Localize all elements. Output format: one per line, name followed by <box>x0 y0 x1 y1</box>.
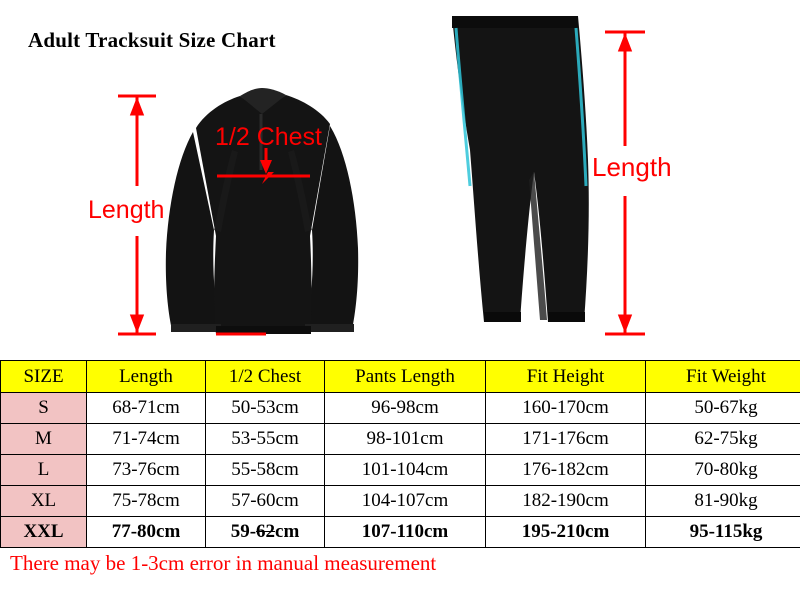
half-chest-struck: 62 <box>256 521 276 542</box>
cell-size: XXL <box>1 517 87 548</box>
table-row <box>1 455 800 486</box>
table-row <box>1 486 800 517</box>
cell-pants-length: 98-101cm <box>325 424 486 455</box>
cell-fit-height: 182-190cm <box>486 486 646 517</box>
cell-length: 73-76cm <box>87 455 206 486</box>
half-chest-unit: cm <box>275 521 300 542</box>
header-pants-length: Pants Length <box>325 361 486 393</box>
header-length: Length <box>87 361 206 393</box>
cell-size: XL <box>1 486 87 517</box>
half-chest-prefix: 59- <box>230 521 257 542</box>
cell-half-chest: 55-58cm <box>206 455 325 486</box>
header-size: SIZE <box>1 361 87 393</box>
cell-fit-height: 171-176cm <box>486 424 646 455</box>
cell-half-chest: 53-55cm <box>206 424 325 455</box>
cell-pants-length: 96-98cm <box>325 393 486 424</box>
table-row <box>1 424 800 455</box>
cell-size: S <box>1 393 87 424</box>
cell-fit-height: 160-170cm <box>486 393 646 424</box>
header-fit-weight: Fit Weight <box>646 361 800 393</box>
cell-fit-weight: 81-90kg <box>646 486 800 517</box>
cell-length: 71-74cm <box>87 424 206 455</box>
page-title: Adult Tracksuit Size Chart <box>28 28 276 52</box>
table-row <box>1 517 800 548</box>
cell-fit-weight: 62-75kg <box>646 424 800 455</box>
pants-graphic <box>452 16 589 322</box>
table-row <box>1 393 800 424</box>
cell-fit-weight: 95-115kg <box>646 517 800 548</box>
cell-fit-weight: 70-80kg <box>646 455 800 486</box>
cell-half-chest: 50-53cm <box>206 393 325 424</box>
cell-length: 77-80cm <box>87 517 206 548</box>
header-fit-height: Fit Height <box>486 361 646 393</box>
header-half-chest: 1/2 Chest <box>206 361 325 393</box>
cell-length: 75-78cm <box>87 486 206 517</box>
table-header-row <box>1 361 800 393</box>
cell-size: M <box>1 424 87 455</box>
cell-pants-length: 107-110cm <box>325 517 486 548</box>
label-length-jacket: Length <box>88 196 165 224</box>
measurement-note: There may be 1-3cm error in manual measurement <box>10 551 437 575</box>
cell-pants-length: 104-107cm <box>325 486 486 517</box>
cell-fit-height: 176-182cm <box>486 455 646 486</box>
cell-half-chest: 57-60cm <box>206 486 325 517</box>
cell-fit-weight: 50-67kg <box>646 393 800 424</box>
cell-length: 68-71cm <box>87 393 206 424</box>
cell-half-chest <box>206 517 325 548</box>
size-table <box>0 360 800 548</box>
cell-pants-length: 101-104cm <box>325 455 486 486</box>
cell-size: L <box>1 455 87 486</box>
label-half-chest: 1/2 Chest <box>215 123 323 151</box>
label-length-pants: Length <box>592 152 672 182</box>
cell-fit-height: 195-210cm <box>486 517 646 548</box>
